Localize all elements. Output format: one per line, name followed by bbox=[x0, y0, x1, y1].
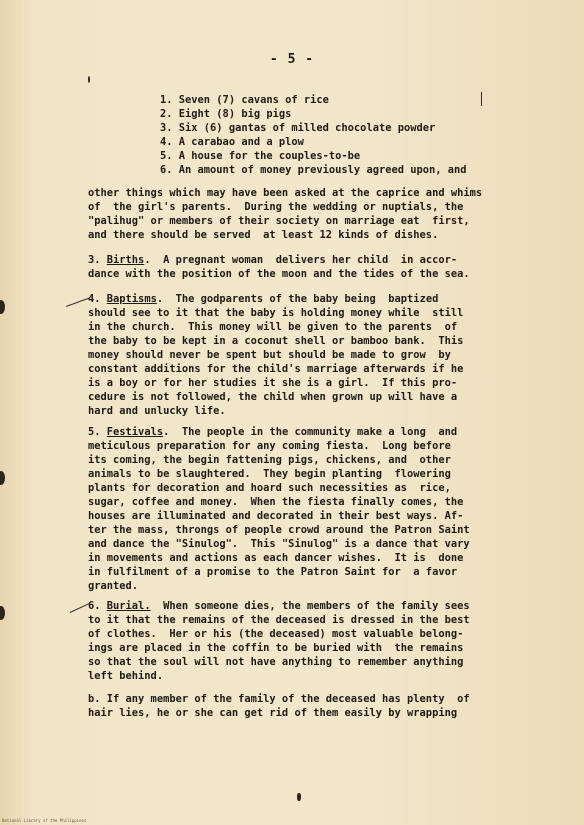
text-line: in movements and actions as each dancer wishes. It is done bbox=[88, 552, 464, 564]
stray-mark-right bbox=[481, 92, 482, 106]
binding-hole-bottom bbox=[0, 606, 5, 620]
text-span: . The people in the community make a long and bbox=[163, 426, 458, 438]
text-line: granted. bbox=[88, 580, 139, 592]
text-line bbox=[88, 292, 498, 306]
section-number: 6. bbox=[88, 600, 107, 612]
text-line: should see to it that the baby is holding money while still bbox=[88, 307, 464, 319]
text-line: of clothes. Her or his (the deceased) most valuable belong- bbox=[88, 628, 464, 640]
page-number: - 5 - bbox=[269, 52, 315, 67]
stray-mark-left bbox=[88, 76, 90, 83]
list-item: 2. Eight (8) big pigs bbox=[160, 108, 292, 120]
binding-hole-middle bbox=[0, 471, 5, 485]
paragraph-continuation bbox=[88, 186, 498, 242]
list-item: 6. An amount of money previously agreed upon, and bbox=[160, 164, 467, 176]
text-line: b. If any member of the family of the deceased has plenty of bbox=[88, 693, 470, 705]
text-line: left behind. bbox=[88, 670, 164, 682]
text-line bbox=[88, 253, 498, 267]
text-line: meticulous preparation for any coming fiesta. Long before bbox=[88, 440, 451, 452]
text-line bbox=[88, 425, 498, 439]
dowry-list bbox=[160, 93, 467, 177]
text-line: the baby to be kept in a coconut shell or bamboo bank. This bbox=[88, 335, 464, 347]
paragraph-b bbox=[88, 692, 498, 720]
text-line: dance with the position of the moon and the tides of the sea. bbox=[88, 268, 470, 280]
section-baptisms bbox=[88, 292, 498, 418]
section-number: 5. bbox=[88, 426, 107, 438]
text-line: plants for decoration and hoard such necessities as rice, bbox=[88, 482, 451, 494]
text-line: hard and unlucky life. bbox=[88, 405, 226, 417]
section-number: 4. bbox=[88, 293, 107, 305]
text-line: so that the soul will not have anything to remember anything bbox=[88, 656, 464, 668]
text-line: and dance the "Sinulog". This "Sinulog" is a dance that vary bbox=[88, 538, 470, 550]
text-span: . A pregnant woman delivers her child in accor- bbox=[144, 254, 458, 266]
text-line: houses are illuminated and decorated in their best ways. Af- bbox=[88, 510, 464, 522]
text-line: "palihug" or members of their society on marriage eat first, bbox=[88, 215, 470, 227]
section-heading: Burial. bbox=[106, 600, 151, 612]
pen-stroke-baptisms bbox=[66, 297, 91, 307]
text-line: constant additions for the child's marriage afterwards if he bbox=[88, 363, 464, 375]
text-span: When someone dies, the members of the family sees bbox=[150, 600, 470, 612]
text-line: hair lies, he or she can get rid of them easily by wrapping bbox=[88, 707, 458, 719]
text-line: in fulfilment of a promise to the Patron Saint for a favor bbox=[88, 566, 458, 578]
archive-footer: National Library of the Philippines bbox=[2, 818, 87, 823]
text-line: and there should be served at least 12 kinds of dishes. bbox=[88, 229, 439, 241]
list-item: 3. Six (6) gantas of milled chocolate powder bbox=[160, 122, 436, 134]
text-line: ings are placed in the coffin to be buried with the remains bbox=[88, 642, 464, 654]
text-line: to it that the remains of the deceased is dressed in the best bbox=[88, 614, 470, 626]
text-line: cedure is not followed, the child when grown up will have a bbox=[88, 391, 458, 403]
text-line: sugar, coffee and money. When the fiesta finally comes, the bbox=[88, 496, 464, 508]
text-line bbox=[88, 599, 498, 613]
text-line: is a boy or for her studies it she is a girl. If this pro- bbox=[88, 377, 458, 389]
section-festivals bbox=[88, 425, 498, 593]
section-births bbox=[88, 253, 498, 281]
list-item: 1. Seven (7) cavans of rice bbox=[160, 94, 329, 106]
text-line: in the church. This money will be given to the parents of bbox=[88, 321, 458, 333]
list-item: 4. A carabao and a plow bbox=[160, 136, 304, 148]
text-line: other things which may have been asked at the caprice and whims bbox=[88, 187, 483, 199]
list-item: 5. A house for the couples-to-be bbox=[160, 150, 361, 162]
text-span: . The godparents of the baby being baptized bbox=[156, 293, 439, 305]
text-line: of the girl's parents. During the wedding or nuptials, the bbox=[88, 201, 464, 213]
ink-mark-bottom bbox=[297, 793, 301, 801]
section-burial bbox=[88, 599, 498, 683]
section-heading: Festivals bbox=[106, 426, 164, 438]
text-line: its coming, the begin fattening pigs, chickens, and other bbox=[88, 454, 451, 466]
section-number: 3. bbox=[88, 254, 107, 266]
section-heading: Births bbox=[106, 254, 145, 266]
section-heading: Baptisms bbox=[106, 293, 157, 305]
text-line: money should never be spent but should be made to grow by bbox=[88, 349, 451, 361]
text-line: animals to be slaughtered. They begin planting flowering bbox=[88, 468, 451, 480]
text-line: ter the mass, throngs of people crowd around the Patron Saint bbox=[88, 524, 470, 536]
binding-hole-top bbox=[0, 300, 5, 314]
